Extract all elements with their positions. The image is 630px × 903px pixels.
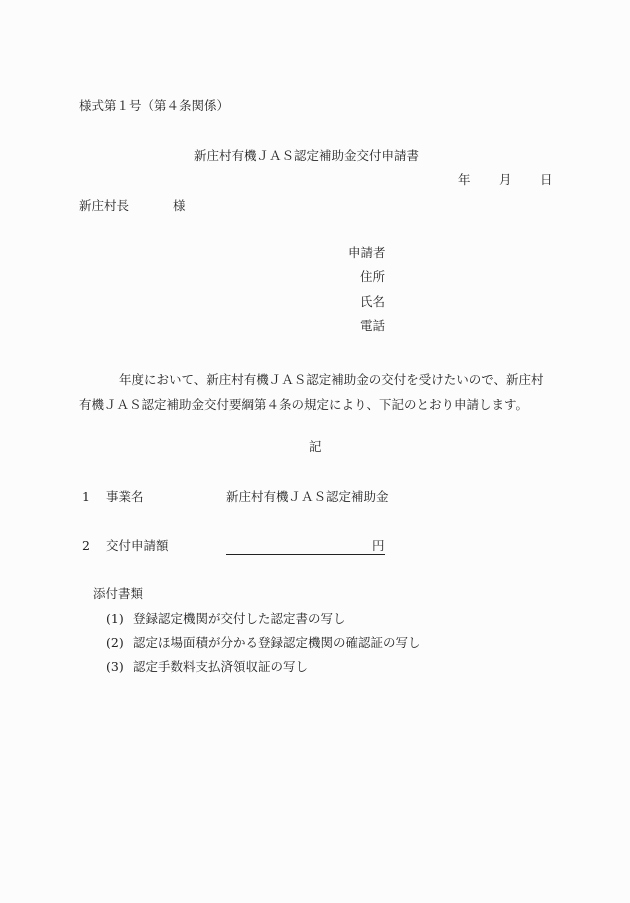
addressee-honorific: 様 (173, 198, 186, 213)
item-number: 1 (82, 489, 90, 504)
date-month-label: 月 (499, 172, 512, 187)
document-title: 新庄村有機ＪＡＳ認定補助金交付申請書 (194, 148, 420, 163)
attachment-text: 登録認定機関が交付した認定書の写し (133, 611, 346, 626)
applicant-phone-label: 電話 (360, 318, 386, 333)
form-number: 様式第１号（第４条関係） (79, 98, 230, 113)
applicant-name-label: 氏名 (360, 294, 386, 309)
attachment-number: (1) (106, 611, 124, 626)
attachment-number: (3) (106, 659, 124, 674)
attachment-text: 認定手数料支払済領収証の写し (133, 659, 309, 674)
attachment-text: 認定ほ場面積が分かる登録認定機関の確認証の写し (133, 635, 421, 650)
body-paragraph: 年度において、新庄村有機ＪＡＳ認定補助金の交付を受けたいので、新庄村有機ＪＡＳ認定補助金交付要綱第４条の規定により、下記のとおり申請します。 (79, 372, 544, 412)
item-value: 新庄村有機ＪＡＳ認定補助金 (226, 489, 389, 504)
addressee-name: 新庄村長 (79, 198, 130, 213)
item-label: 交付申請額 (106, 538, 169, 553)
amount-input-line[interactable] (226, 540, 385, 555)
amount-unit: 円 (372, 538, 385, 553)
date-year-label: 年 (458, 172, 471, 187)
applicant-address-label: 住所 (360, 269, 386, 284)
attachment-number: (2) (106, 635, 124, 650)
date-day-label: 日 (540, 172, 553, 187)
attachments-title: 添付書類 (93, 586, 144, 601)
ki-heading: 記 (309, 439, 322, 454)
applicant-heading: 申請者 (348, 245, 386, 260)
item-label: 事業名 (106, 489, 144, 504)
item-number: 2 (82, 538, 90, 553)
